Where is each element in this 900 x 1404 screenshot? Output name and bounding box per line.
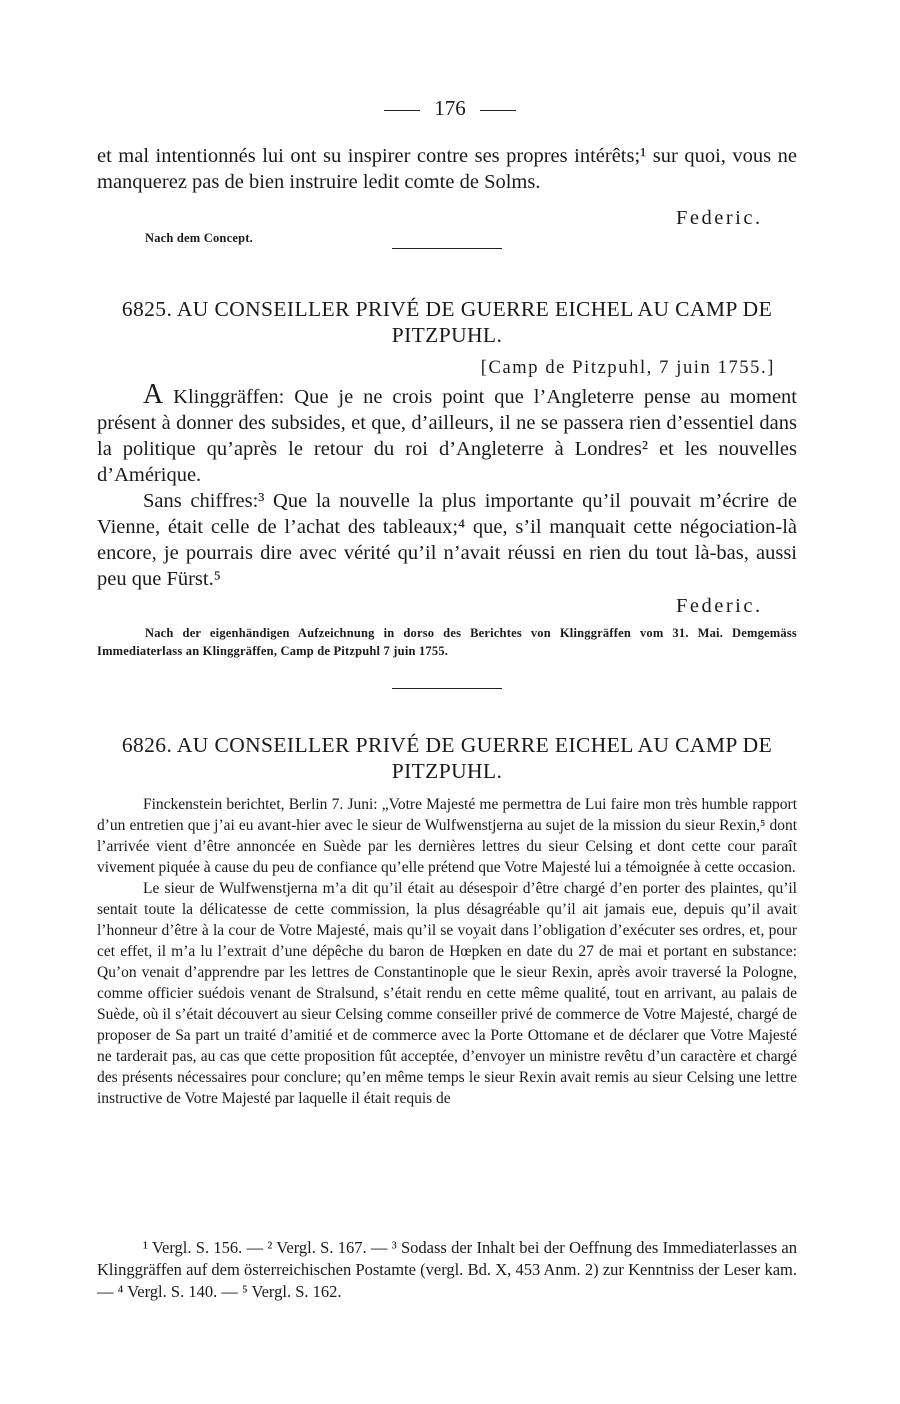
page-number-dash-right	[480, 110, 516, 111]
page-number-dash-left	[384, 110, 420, 111]
source-note-top: Nach dem Concept.	[145, 231, 253, 245]
signature-top: Federic.	[676, 207, 763, 229]
source-note-6825: Nach der eigenhändigen Aufzeichnung in dorso des Berichtes von Klinggräffen vom 31. Mai. Demgemäss Immediaterlass an Klinggräffen, Camp de Pitzpuhl 7 juin 1755.	[97, 626, 797, 658]
heading-6825: 6825. AU CONSEILLER PRIVÉ DE GUERRE EICHEL AU CAMP DE PITZPUHL.	[121, 297, 773, 347]
continuation-paragraph: et mal intentionnés lui ont su inspirer contre ses propres intérêts;¹ sur quoi, vous ne manquerez pas de bien instruire ledit comte de Solms.	[97, 145, 797, 193]
date-6825: [Camp de Pitzpuhl, 7 juin 1755.]	[480, 358, 775, 378]
paragraph-sans-chiffres: Sans chiffres:³ Que la nouvelle la plus importante qu’il pouvait m’écrire de Vienne, était celle de l’achat des tableaux;⁴ que, s’il manquait cette négociation-là encore, je pourrais dire avec vérité qu’il n’avait réussi en rien du tout là-bas, aussi peu que Fürst.⁵	[97, 490, 797, 590]
section-6826-body	[97, 794, 797, 1109]
page-number: 176	[0, 96, 900, 121]
continuation-block	[97, 143, 797, 195]
section-divider-2	[392, 688, 502, 689]
paragraph-finckenstein: Finckenstein berichtet, Berlin 7. Juni: „Votre Majesté me permettra de Lui faire mon très humble rapport d’un entretien que j’ai eu avant-hier avec le sieur de Wulfwenstjerna au sujet de la mission du sieur Rexin,⁵ dont l’arrivée vient d’être annoncée en Suède par les dernières lettres du sieur Celsing et dont cette cour paraît vivement piquée à cause du peu de confiance qu’elle prétend que Votre Majesté lui a témoignée à cette occasion.	[97, 796, 797, 876]
paragraph-wulfwenstjerna: Le sieur de Wulfwenstjerna m’a dit qu’il était au désespoir d’être chargé d’en porter des plaintes, qu’il sentait toute la délicatesse de cette commission, la plus désagréable qu’il ait jamais eue, depuis qu’il avait l’honneur d’être à la cour de Votre Majesté, mais qu’il se voyait dans l’obligation d’exécuter ses ordres, et, pour cet effet, il m’a lu l’extrait d’une dépêche du baron de Hœpken en date du 27 de mai et portant en substance: Qu’on venait d’apprendre par les lettres de Constantinople que le sieur Rexin, après avoir traversé la Pologne, comme officier suédois venant de Stralsund, s’était rendu en cette même qualité, tout en arrivant, au palais de Suède, où il s’était découvert au sieur Celsing comme conseiller privé de commerce de Votre Majesté, chargé de proposer de Sa part un traité d’amitié et de commerce avec la Porte Ottomane et de déclarer que Votre Majesté ne tarderait pas, au cas que cette proposition fût acceptée, d’envoyer un ministre revêtu d’un caractère et chargé des présents nécessaires pour conclure; qu’en même temps le sieur Rexin avait remis au sieur Celsing une lettre instructive de Votre Majesté par laquelle il était requis de	[97, 880, 797, 1107]
signature-6825: Federic.	[676, 595, 763, 617]
heading-6826: 6826. AU CONSEILLER PRIVÉ DE GUERRE EICHEL AU CAMP DE PITZPUHL.	[121, 733, 773, 783]
section-6825-body	[97, 379, 797, 592]
footnotes: ¹ Vergl. S. 156. — ² Vergl. S. 167. — ³ Sodass der Inhalt bei der Oeffnung des Immediaterlasses an Klinggräffen auf dem österreichischen Postamte (vergl. Bd. X, 453 Anm. 2) zur Kenntniss der Leser kam. — ⁴ Vergl. S. 140. — ⁵ Vergl. S. 162.	[97, 1238, 797, 1301]
section-divider-1	[392, 248, 502, 249]
paragraph-klinggraffen: A Klinggräffen: Que je ne crois point que l’Angleterre pense au moment présent à donner des subsides, et que, d’ailleurs, il ne se passera rien d’essentiel dans la politique qu’après le retour du roi d’Angleterre à Londres² et les nouvelles d’Amérique.	[97, 379, 797, 486]
drop-cap: A	[143, 379, 164, 410]
